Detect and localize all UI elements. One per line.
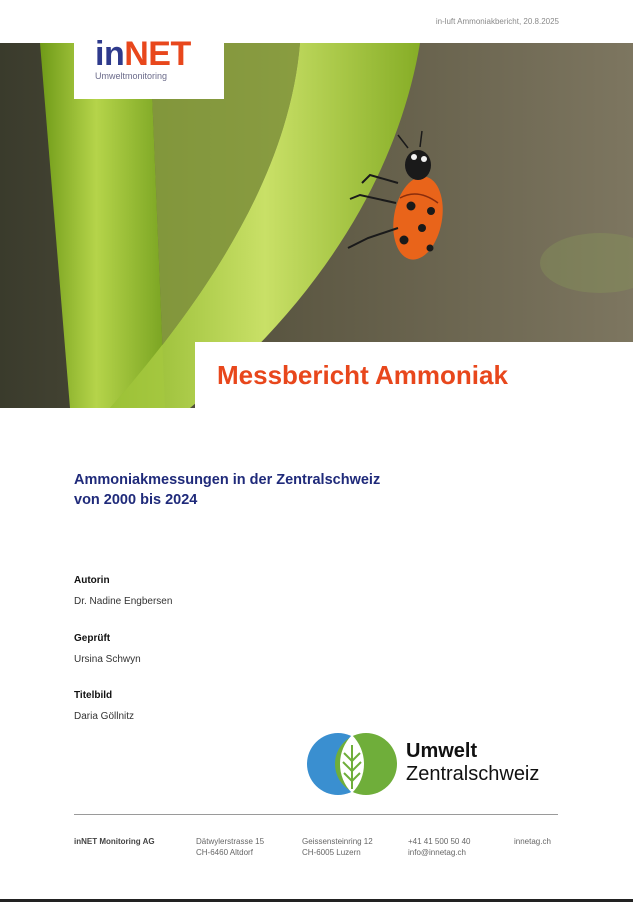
meta-value: Ursina Schwyn [74, 654, 141, 665]
meta-label: Titelbild [74, 690, 113, 701]
subtitle-line-1: Ammoniakmessungen in der Zentralschweiz [74, 472, 381, 488]
address-street: Geissensteinring 12 [302, 837, 373, 846]
partner-logo-line-1: Umwelt [406, 740, 478, 762]
footer-address-altdorf [196, 836, 264, 858]
footer-email: info@innetag.ch [408, 848, 466, 857]
meta-label: Autorin [74, 575, 110, 586]
title-panel [195, 342, 633, 408]
logo-text-in: in [95, 35, 125, 73]
footer-contact [408, 836, 471, 858]
footer-website: innetag.ch [514, 837, 551, 846]
meta-value: Daria Göllnitz [74, 711, 135, 722]
innet-logo [74, 35, 224, 99]
meta-author [74, 575, 172, 607]
footer-address-luzern [302, 836, 373, 858]
footer-company: inNET Monitoring AG [74, 837, 155, 846]
report-reference: in-luft Ammoniakbericht, 20.8.2025 [435, 17, 559, 26]
footer-phone: +41 41 500 50 40 [408, 837, 471, 846]
partner-logo-line-2: Zentralschweiz [406, 763, 540, 785]
umwelt-zentralschweiz-logo [306, 731, 566, 797]
logo-text-net: NET [124, 35, 191, 73]
meta-reviewer [74, 633, 141, 665]
footer-divider [74, 814, 558, 815]
logo-subtitle: Umweltmonitoring [95, 71, 168, 81]
subtitle-line-2: von 2000 bis 2024 [74, 492, 198, 508]
meta-label: Geprüft [74, 633, 111, 644]
address-city: CH-6005 Luzern [302, 848, 361, 857]
document-title: Messbericht Ammoniak [217, 360, 508, 390]
address-street: Dätwylerstrasse 15 [196, 837, 265, 846]
meta-cover-image [74, 690, 134, 722]
document-subtitle [74, 470, 380, 510]
address-city: CH-6460 Altdorf [196, 848, 253, 857]
meta-value: Dr. Nadine Engbersen [74, 596, 173, 607]
leaf-circles-icon [306, 731, 402, 797]
